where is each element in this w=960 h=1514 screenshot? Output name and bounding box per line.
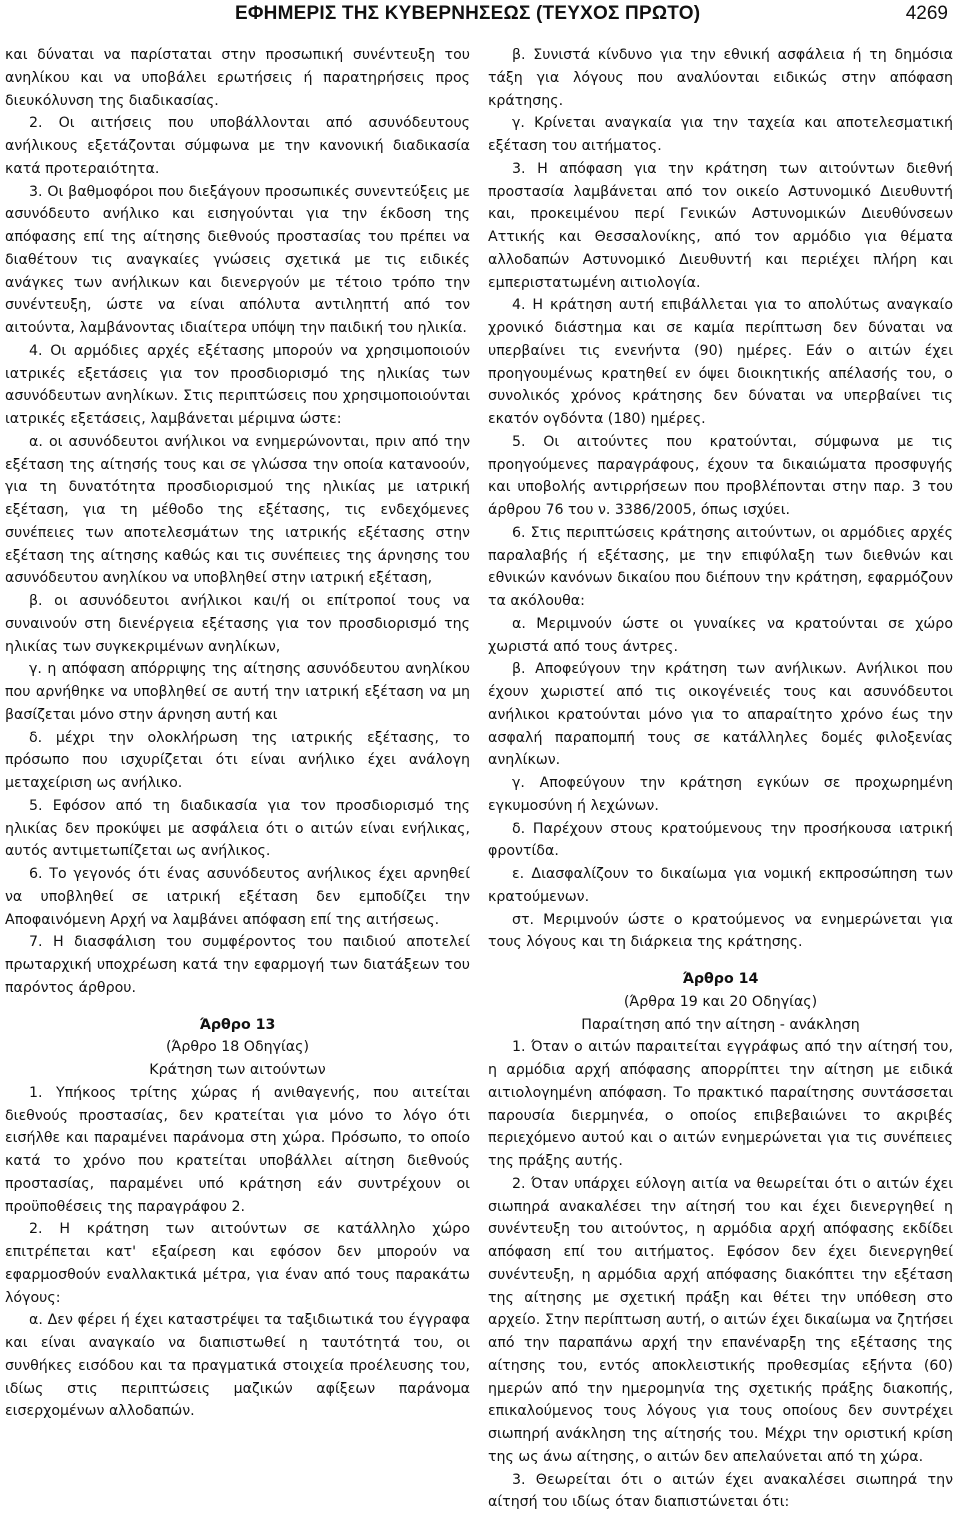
article-13-title: Άρθρο 13 [5, 1014, 470, 1037]
paragraph: 5. Οι αιτούντες που κρατούνται, σύμφωνα με τις προηγούμενες παραγράφους, έχουν τα δικαιώματα προσφυγής και υποβολής αντιρρήσεων που προβλέπονται στην παρ. 3 του άρθρου 76 του ν. 3386/2005, όπως ισχύει. [488, 431, 953, 522]
paragraph: 2. Η κράτηση των αιτούντων σε κατάλληλο χώρο επιτρέπεται κατ' εξαίρεση και εφόσον δεν μπορούν να εφαρμοσθούν εναλλακτικά μέτρα, για έναν από τους παρακάτω λόγους: [5, 1218, 470, 1309]
right-column [488, 44, 953, 1514]
paragraph: 7. Η διασφάλιση του συμφέροντος του παιδιού αποτελεί πρωταρχική υποχρέωση κατά την εφαρμογή των διατάξεων του παρόντος άρθρου. [5, 931, 470, 999]
article-14-reference: (Άρθρα 19 και 20 Οδηγίας) [488, 991, 953, 1014]
article-13-reference: (Άρθρο 18 Οδηγίας) [5, 1036, 470, 1059]
article-14-subject: Παραίτηση από την αίτηση - ανάκληση [488, 1014, 953, 1037]
left-column [5, 44, 470, 1423]
paragraph: 5. Εφόσον από τη διαδικασία για τον προσδιορισμό της ηλικίας δεν προκύψει με ασφάλεια ότι ο αιτών είναι ενήλικας, αυτός αντιμετωπίζεται ως ανήλικος. [5, 795, 470, 863]
paragraph: α. Δεν φέρει ή έχει καταστρέψει τα ταξιδιωτικά του έγγραφα και είναι αναγκαίο να διαπιστωθεί η ταυτότητά του, οι συνθήκες εισόδου και τα πραγματικά στοιχεία προέλευσης του, ιδίως στις περιπτώσεις μαζικών αφίξεων παράνομα εισερχομένων αλλοδαπών. [5, 1309, 470, 1423]
paragraph: 1. Υπήκοος τρίτης χώρας ή ανιθαγενής, που αιτείται διεθνούς προστασίας, δεν κρατείται για μόνο το λόγο ότι εισήλθε και παραμένει παράνομα στη χώρα. Πρόσωπο, το οποίο κατά το χρόνο που κρατείται υποβάλλει αίτηση διεθνούς προστασίας, παραμένει υπό κράτηση εάν συντρέχουν οι προϋποθέσεις της παραγράφου 2. [5, 1082, 470, 1219]
paragraph: δ. Παρέχουν στους κρατούμενους την προσήκουσα ιατρική φροντίδα. [488, 818, 953, 864]
paragraph: στ. Μεριμνούν ώστε ο κρατούμενος να ενημερώνεται για τους λόγους και τη διάρκεια της κράτησης. [488, 909, 953, 955]
paragraph: γ. Κρίνεται αναγκαία για την ταχεία και αποτελεσματική εξέταση του αιτήματος. [488, 112, 953, 158]
paragraph: γ. Αποφεύγουν την κράτηση εγκύων σε προχωρημένη εγκυμοσύνη ή λεχώνων. [488, 772, 953, 818]
paragraph: 6. Στις περιπτώσεις κράτησης αιτούντων, οι αρμόδιες αρχές παραλαβής ή εξέτασης, με την επιφύλαξη των διεθνών και εθνικών κανόνων δικαίου που διέπουν την κράτηση, εφαρμόζουν τα ακόλουθα: [488, 522, 953, 613]
paragraph: 3. Η απόφαση για την κράτηση των αιτούντων διεθνή προστασία λαμβάνεται από τον οικείο Αστυνομικό Διευθυντή και, προκειμένου περί Γενικών Αστυνομικών Διευθύνσεων Αττικής και Θεσσαλονίκης, από τον αρμόδιο για θέματα αλλοδαπών Αστυνομικό Διευθυντή και περιέχει πλήρη και εμπεριστατωμένη αιτιολογία. [488, 158, 953, 295]
paragraph: 4. Οι αρμόδιες αρχές εξέτασης μπορούν να χρησιμοποιούν ιατρικές εξετάσεις για τον προσδιορισμό της ηλικίας των ασυνόδευτων ανηλίκων. Στις περιπτώσεις που χρησιμοποιούνται ιατρικές εξετάσεις, λαμβάνεται μέριμνα ώστε: [5, 340, 470, 431]
paragraph: α. Μεριμνούν ώστε οι γυναίκες να κρατούνται σε χώρο χωριστά από τους άντρες. [488, 613, 953, 659]
paragraph: β. Αποφεύγουν την κράτηση των ανήλικων. Ανήλικοι που έχουν χωριστεί από τις οικογένειές τους και ασυνόδευτοι ανήλικοι κρατούνται μόνο για το απαραίτητο χρόνο έως την ασφαλή παραπομπή τους σε κατάλληλες δομές φιλοξενίας ανηλίκων. [488, 658, 953, 772]
paragraph: 4. Η κράτηση αυτή επιβάλλεται για το απολύτως αναγκαίο χρονικό διάστημα και σε καμία περίπτωση δεν δύναται να υπερβαίνει τις ενενήντα (90) ημέρες. Εάν ο αιτών έχει προηγουμένως κρατηθεί εν όψει διοικητικής απέλασής του, ο συνολικός χρόνος κράτησης δεν δύναται να υπερβαίνει τις εκατόν ογδόντα (180) ημέρες. [488, 294, 953, 431]
article-14-title: Άρθρο 14 [488, 968, 953, 991]
gazette-title: ΕΦΗΜΕΡΙΣ ΤΗΣ ΚΥΒΕΡΝΗΣΕΩΣ (ΤΕΥΧΟΣ ΠΡΩΤΟ) [235, 3, 700, 25]
paragraph: 2. Όταν υπάρχει εύλογη αιτία να θεωρείται ότι ο αιτών έχει σιωπηρά ανακαλέσει την αίτησή του και έχει διενεργηθεί η συνέντευξη του αιτούντος, η αρμόδια αρχή απόφασης εκδίδει απόφαση επί του αιτήματος. Εφόσον δεν έχει διενεργηθεί συνέντευξη, η αρμόδια αρχή απόφασης διακόπτει την εξέταση της αίτησης με σχετική πράξη και θέτει την υπόθεση στο αρχείο. Στην περίπτωση αυτή, ο αιτών έχει δικαίωμα να ζητήσει από την παραπάνω αρχή την επανέναρξη της εξέτασης της αίτησης του, εντός αποκλειστικής προθεσμίας εξήντα (60) ημερών από την ημερομηνία της σχετικής πράξης διακοπής, επικαλούμενος τους λόγους για τους οποίους δεν συντρέχει σιωπηρή ανάκληση της αίτησής του. Μέχρι την οριστική κρίση της ως άνω αίτησης, ο αιτών δεν απελαύνεται από τη χώρα. [488, 1173, 953, 1469]
page-number: 4269 [906, 3, 948, 25]
paragraph: β. οι ασυνόδευτοι ανήλικοι και/ή οι επίτροποί τους να συναινούν στη διενέργεια εξέτασης για τον προσδιορισμό της ηλικίας των συγκεκριμένων ανηλίκων, [5, 590, 470, 658]
paragraph: β. Συνιστά κίνδυνο για την εθνική ασφάλεια ή τη δημόσια τάξη για λόγους που αναλύονται ειδικώς στην απόφαση κράτησης. [488, 44, 953, 112]
paragraph: και δύναται να παρίσταται στην προσωπική συνέντευξη του ανηλίκου και να υποβάλει ερωτήσεις ή παρατηρήσεις προς διευκόλυνση της διαδικασίας. [5, 44, 470, 112]
paragraph: δ. μέχρι την ολοκλήρωση της ιατρικής εξέτασης, το πρόσωπο που ισχυρίζεται ότι είναι ανήλικο έχει ανάλογη μεταχείριση ως ανήλικο. [5, 727, 470, 795]
paragraph: 2. Οι αιτήσεις που υποβάλλονται από ασυνόδευτους ανήλικους εξετάζονται σύμφωνα με την κανονική διαδικασία κατά προτεραιότητα. [5, 112, 470, 180]
paragraph: α. οι ασυνόδευτοι ανήλικοι να ενημερώνονται, πριν από την εξέταση της αίτησής τους και σε γλώσσα την οποία κατανοούν, για τη δυνατότητα προσδιορισμού της ηλικίας με ιατρική εξέταση, για τη μέθοδο της εξέτασης, τις ενδεχόμενες συνέπειες των αποτελεσμάτων της ιατρικής εξέτασης στην εξέταση της αίτησης καθώς και τις συνέπειες της άρνησης του ασυνόδευτου ανηλίκου να υποβληθεί στην ιατρική εξέταση, [5, 431, 470, 590]
paragraph: 1. Όταν ο αιτών παραιτείται εγγράφως από την αίτησή του, η αρμόδια αρχή απόφασης απορρίπτει την αίτηση με ειδικά αιτιολογημένη απόφαση. Το πρακτικό παραίτησης συντάσσεται παρουσία διερμηνέα, ο οποίος επιβεβαιώνει το ακριβές περιεχόμενο αυτού και ο αιτών ενημερώνεται για τις συνέπειες της πράξης αυτής. [488, 1036, 953, 1173]
page-header [0, 0, 960, 34]
paragraph: γ. η απόφαση απόρριψης της αίτησης ασυνόδευτου ανηλίκου που αρνήθηκε να υποβληθεί σε αυτή την ιατρική εξέταση να μη βασίζεται μόνο στην άρνηση αυτή και [5, 658, 470, 726]
paragraph: 3. Θεωρείται ότι ο αιτών έχει ανακαλέσει σιωπηρά την αίτησή του ιδίως όταν διαπιστώνεται ότι: [488, 1469, 953, 1514]
paragraph: 6. Το γεγονός ότι ένας ασυνόδευτος ανήλικος έχει αρνηθεί να υποβληθεί σε ιατρική εξέταση δεν εμποδίζει την Αποφαινόμενη Αρχή να λαμβάνει απόφαση επί της αιτήσεως. [5, 863, 470, 931]
paragraph: 3. Οι βαθμοφόροι που διεξάγουν προσωπικές συνεντεύξεις με ασυνόδευτο ανήλικο και εισηγούνται για την έκδοση της απόφασης επί της αίτησης διεθνούς προστασίας του πρέπει να διαθέτουν τις αναγκαίες γνώσεις σχετικά με τις ειδικές ανάγκες των ανήλικων και διενεργούν με τέτοιο τρόπο την συνέντευξη, ώστε να είναι απόλυτα αντιληπτή από τον αιτούντα, λαμβάνοντας ιδιαίτερα υπόψη την παιδική του ηλικία. [5, 181, 470, 340]
article-13-subject: Κράτηση των αιτούντων [5, 1059, 470, 1082]
paragraph: ε. Διασφαλίζουν το δικαίωμα για νομική εκπροσώπηση των κρατούμενων. [488, 863, 953, 909]
